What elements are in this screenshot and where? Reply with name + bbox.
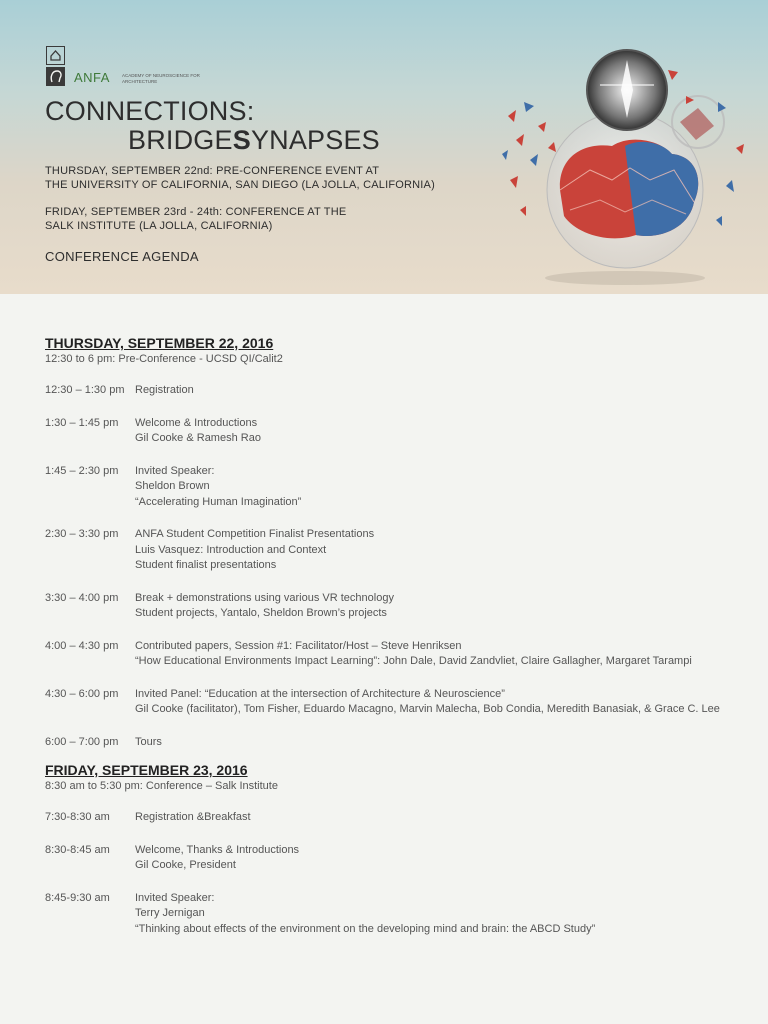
page-title-line2: BRIDGESYNAPSES bbox=[128, 125, 380, 155]
brain-artwork bbox=[490, 30, 760, 294]
agenda-time: 3:30 – 4:00 pm bbox=[45, 591, 119, 604]
agenda-time: 4:30 – 6:00 pm bbox=[45, 687, 119, 700]
agenda-item bbox=[45, 527, 745, 574]
logo-house-icon bbox=[46, 46, 65, 65]
agenda-line: Registration bbox=[135, 384, 194, 396]
agenda-line: “How Educational Environments Impact Learning”: John Dale, David Zandvliet, Claire Gallagher, Margaret Tarampi bbox=[135, 655, 692, 667]
day-subheading: 8:30 am to 5:30 pm: Conference – Salk Institute bbox=[45, 780, 278, 792]
logo-head-icon bbox=[46, 67, 65, 86]
agenda-line: “Thinking about effects of the environment on the developing mind and brain: the ABCD Study” bbox=[135, 922, 596, 935]
agenda-item bbox=[45, 383, 745, 399]
day-subheading: 12:30 to 6 pm: Pre-Conference - UCSD QI/Calit2 bbox=[45, 353, 283, 365]
logo-name: ANFA bbox=[74, 70, 110, 85]
agenda-line: Terry Jernigan bbox=[135, 907, 205, 919]
agenda-time: 4:00 – 4:30 pm bbox=[45, 639, 119, 652]
agenda-time: 1:45 – 2:30 pm bbox=[45, 464, 119, 477]
agenda-line: Gil Cooke (facilitator), Tom Fisher, Eduardo Macagno, Marvin Malecha, Bob Condia, Meredith Banasiak, & Grace C. Lee bbox=[135, 703, 720, 715]
agenda-item bbox=[45, 464, 745, 511]
agenda-line: Contributed papers, Session #1: Facilitator/Host – Steve Henriksen bbox=[135, 639, 462, 652]
agenda-line: Tours bbox=[135, 735, 162, 748]
agenda-time: 8:30-8:45 am bbox=[45, 843, 110, 856]
agenda-item bbox=[45, 591, 745, 622]
event-line: SALK INSTITUTE (LA JOLLA, CALIFORNIA) bbox=[45, 220, 273, 232]
agenda-heading: CONFERENCE AGENDA bbox=[45, 249, 199, 264]
agenda-line: Student projects, Yantalo, Sheldon Brown’s projects bbox=[135, 607, 387, 619]
agenda-line: Welcome & Introductions bbox=[135, 416, 258, 429]
event-line: FRIDAY, SEPTEMBER 23rd - 24th: CONFERENCE AT THE bbox=[45, 206, 347, 218]
logo-tagline: ACADEMY OF NEUROSCIENCE FOR ARCHITECTURE bbox=[122, 73, 200, 84]
agenda-time: 7:30-8:30 am bbox=[45, 811, 110, 823]
agenda-line: Gil Cooke, President bbox=[135, 859, 236, 871]
header-banner bbox=[0, 0, 768, 294]
agenda-time: 2:30 – 3:30 pm bbox=[45, 528, 119, 540]
agenda-line: “Accelerating Human Imagination” bbox=[135, 495, 302, 508]
agenda-time: 1:30 – 1:45 pm bbox=[45, 416, 119, 429]
agenda-line: Invited Speaker: bbox=[135, 464, 215, 477]
agenda-item bbox=[45, 843, 745, 874]
day-block bbox=[45, 761, 745, 937]
day-block bbox=[45, 334, 745, 750]
day-heading: FRIDAY, SEPTEMBER 23, 2016 bbox=[45, 762, 248, 778]
agenda-item bbox=[45, 639, 745, 670]
agenda-item bbox=[45, 687, 745, 718]
page-title-line1: CONNECTIONS: bbox=[45, 96, 255, 126]
agenda-time: 12:30 – 1:30 pm bbox=[45, 384, 125, 396]
agenda-line: Invited Panel: “Education at the intersection of Architecture & Neuroscience” bbox=[135, 687, 505, 700]
agenda-line: Registration &Breakfast bbox=[135, 811, 251, 823]
agenda-item bbox=[45, 891, 745, 938]
agenda-line: Welcome, Thanks & Introductions bbox=[135, 843, 300, 856]
agenda-line: Break + demonstrations using various VR technology bbox=[135, 591, 394, 604]
agenda-line: Invited Speaker: bbox=[135, 891, 215, 904]
day-heading: THURSDAY, SEPTEMBER 22, 2016 bbox=[45, 335, 274, 351]
agenda-item bbox=[45, 810, 745, 826]
event-line: THURSDAY, SEPTEMBER 22nd: PRE-CONFERENCE EVENT AT bbox=[45, 165, 380, 177]
agenda-line: Gil Cooke & Ramesh Rao bbox=[135, 432, 261, 444]
agenda-line: ANFA Student Competition Finalist Presentations bbox=[135, 528, 375, 540]
agenda-line: Luis Vasquez: Introduction and Context bbox=[135, 543, 327, 556]
event-line: THE UNIVERSITY OF CALIFORNIA, SAN DIEGO (LA JOLLA, CALIFORNIA) bbox=[45, 179, 435, 191]
agenda-content bbox=[45, 334, 745, 954]
agenda-time: 8:45-9:30 am bbox=[45, 891, 110, 904]
agenda-line: Student finalist presentations bbox=[135, 559, 277, 571]
agenda-line: Sheldon Brown bbox=[135, 480, 210, 492]
agenda-item bbox=[45, 735, 745, 751]
agenda-item bbox=[45, 416, 745, 447]
agenda-time: 6:00 – 7:00 pm bbox=[45, 735, 119, 748]
